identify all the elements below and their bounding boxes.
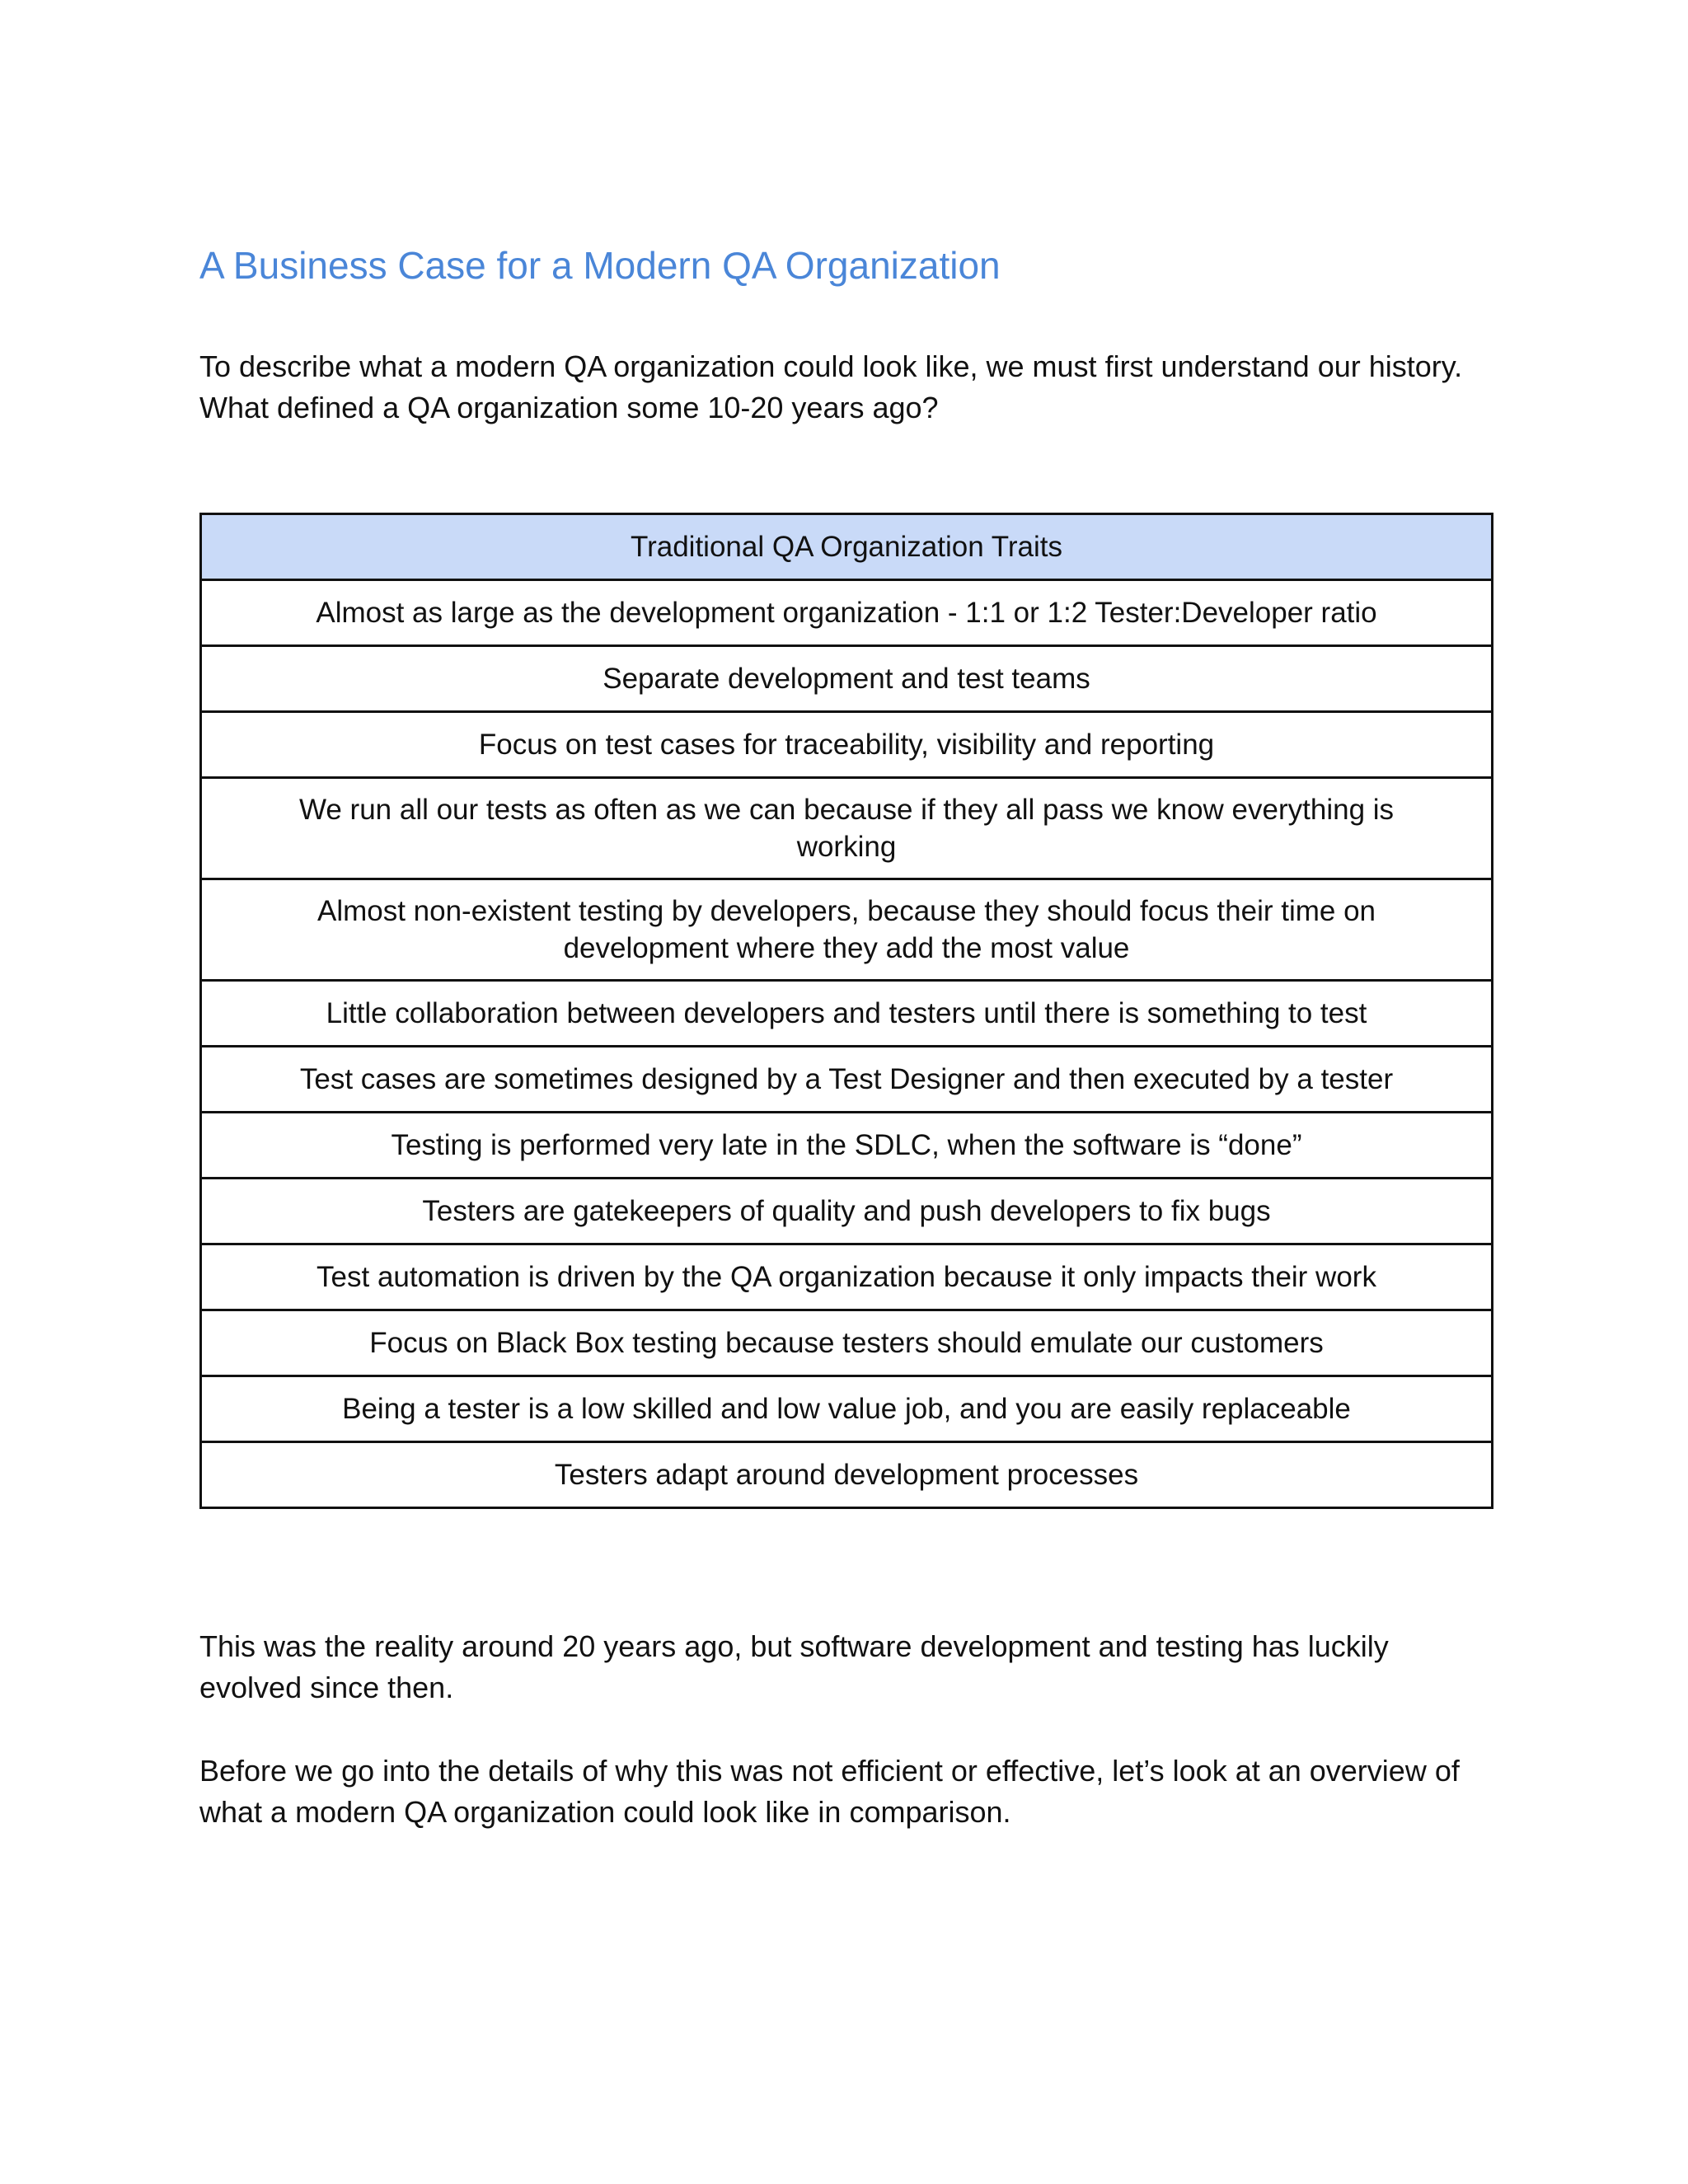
document-title: A Business Case for a Modern QA Organization	[199, 244, 1001, 287]
table-row	[201, 778, 1493, 879]
table-row	[201, 1376, 1493, 1442]
table-row	[201, 580, 1493, 646]
table-cell: Focus on Black Box testing because testers should emulate our customers	[201, 1310, 1493, 1376]
table-header-row	[201, 514, 1493, 580]
table-row	[201, 712, 1493, 778]
table-cell: Focus on test cases for traceability, visibility and reporting	[201, 712, 1493, 778]
table-cell: Testers are gatekeepers of quality and push developers to fix bugs	[201, 1179, 1493, 1244]
table-cell: Almost non-existent testing by developers, because they should focus their time on development where they add the most value	[201, 879, 1493, 981]
body-paragraph-history: This was the reality around 20 years ago, but software development and testing has luckily evolved since then.	[199, 1629, 1389, 1704]
table-row	[201, 1244, 1493, 1310]
table-cell: Separate development and test teams	[201, 646, 1493, 712]
table-cell: Test cases are sometimes designed by a Test Designer and then executed by a tester	[201, 1047, 1493, 1113]
table-cell: Test automation is driven by the QA organization because it only impacts their work	[201, 1244, 1493, 1310]
table-row	[201, 981, 1493, 1047]
table-cell: Being a tester is a low skilled and low value job, and you are easily replaceable	[201, 1376, 1493, 1442]
table-row	[201, 879, 1493, 981]
table-cell: Almost as large as the development organization - 1:1 or 1:2 Tester:Developer ratio	[201, 580, 1493, 646]
table-cell: Little collaboration between developers and testers until there is something to test	[201, 981, 1493, 1047]
table-row	[201, 1179, 1493, 1244]
table-cell: We run all our tests as often as we can because if they all pass we know everything is working	[201, 778, 1493, 879]
table-header: Traditional QA Organization Traits	[201, 514, 1493, 580]
table-row	[201, 1113, 1493, 1179]
table-row	[201, 1310, 1493, 1376]
traits-table	[199, 513, 1493, 1509]
intro-paragraph: To describe what a modern QA organization could look like, we must first understand our history. What defined a QA organization some 10-20 years ago?	[199, 349, 1463, 424]
body-paragraph-overview: Before we go into the details of why this was not efficient or effective, let’s look at an overview of what a modern QA organization could look like in comparison.	[199, 1754, 1460, 1829]
table-row	[201, 646, 1493, 712]
table-cell: Testing is performed very late in the SDLC, when the software is “done”	[201, 1113, 1493, 1179]
table-row	[201, 1047, 1493, 1113]
table-cell: Testers adapt around development processes	[201, 1442, 1493, 1508]
table-row	[201, 1442, 1493, 1508]
